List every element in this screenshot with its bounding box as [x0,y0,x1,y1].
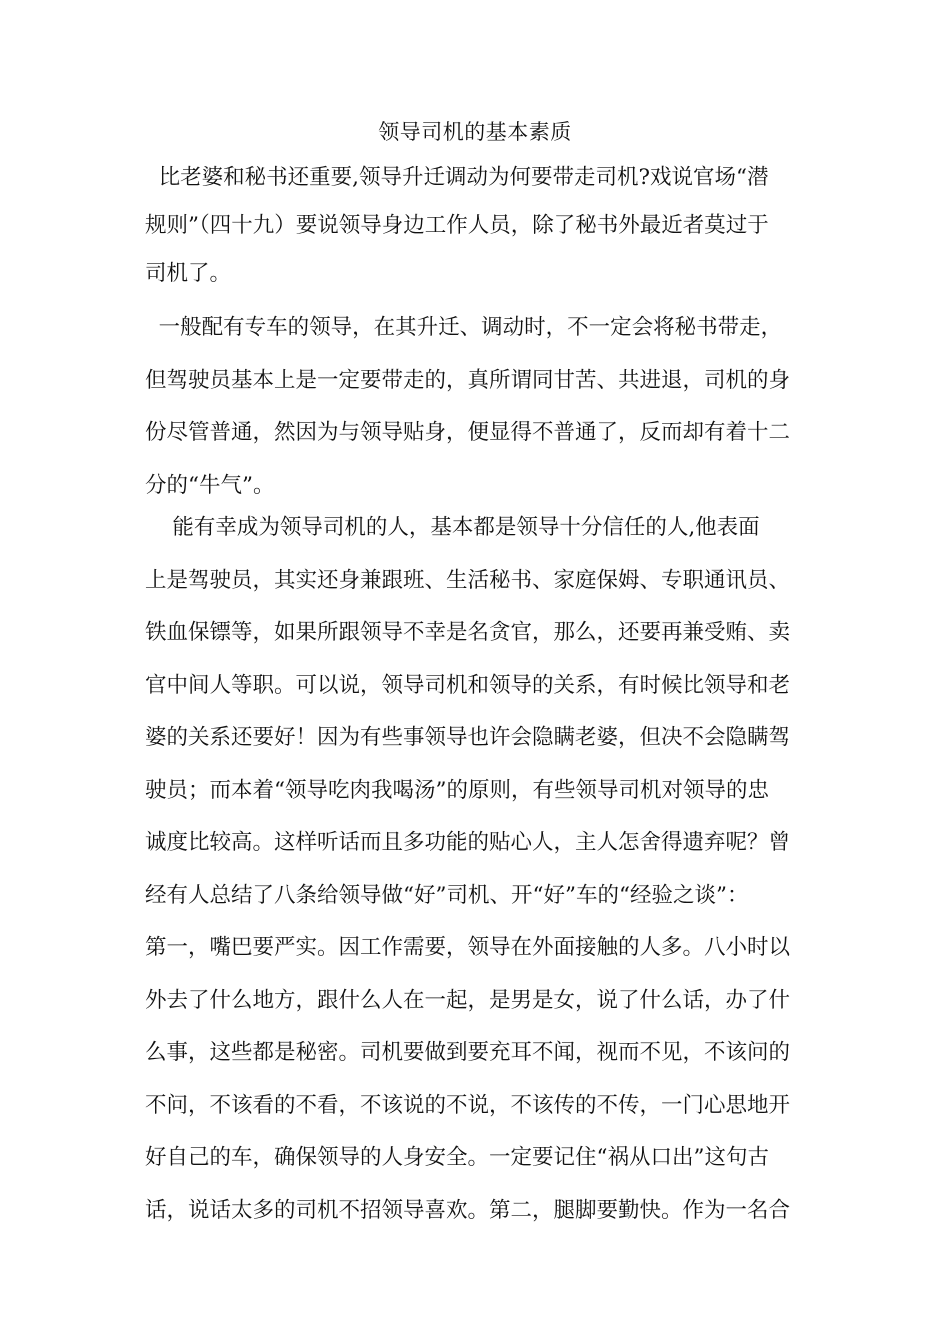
paragraph-line: 话，说话太多的司机不招领导喜欢。第二，腿脚要勤快。作为一名合 [145,1197,791,1223]
paragraph-line: 比老婆和秘书还重要,领导升迁调动为何要带走司机?戏说官场“潜 [145,165,769,190]
paragraph-line: 经有人总结了八条给领导做“好”司机、开“好”车的“经验之谈”： [145,882,749,908]
paragraph-line: 驶员；而本着“领导吃肉我喝汤”的原则，有些领导司机对领导的忠 [145,777,769,803]
paragraph-line: 官中间人等职。可以说，领导司机和领导的关系，有时候比领导和老 [145,672,791,698]
paragraph-line: 一般配有专车的领导，在其升迁、调动时，不一定会将秘书带走， [145,315,783,340]
paragraph-line: 诚度比较高。这样听话而且多功能的贴心人，主人怎舍得遗弃呢？曾 [145,830,791,855]
paragraph-line: 司机了。 [145,261,232,286]
paragraph-line: 婆的关系还要好！因为有些事领导也许会隐瞒老婆，但决不会隐瞒驾 [145,725,791,750]
paragraph-2 [145,302,815,512]
paragraph-line: 外去了什么地方，跟什么人在一起，是男是女，说了什么话，办了什 [145,987,791,1013]
document-title: 领导司机的基本素质 [378,120,572,144]
paragraph-line: 上是驾驶员，其实还身兼跟班、生活秘书、家庭保姆、专职通讯员、 [145,567,791,593]
paragraph-3 [145,502,815,1237]
paragraph-line: 铁血保镖等，如果所跟领导不幸是名贪官，那么，还要再兼受贿、卖 [145,620,791,645]
paragraph-line: 分的“牛气”。 [145,472,275,498]
paragraph-line: 好自己的车，确保领导的人身安全。一定要记住“祸从口出”这句古 [145,1145,769,1170]
paragraph-line: 能有幸成为领导司机的人，基本都是领导十分信任的人,他表面 [145,515,760,540]
paragraph-line: 份尽管普通，然因为与领导贴身，便显得不普通了，反而却有着十二 [145,420,791,445]
paragraph-line: 第一，嘴巴要严实。因工作需要，领导在外面接触的人多。八小时以 [145,935,791,960]
paragraph-line: 但驾驶员基本上是一定要带走的，真所谓同甘苦、共进退，司机的身 [145,367,791,393]
paragraph-1 [145,154,815,298]
paragraph-line: 不问，不该看的不看，不该说的不说，不该传的不传，一门心思地开 [145,1092,791,1118]
paragraph-line: 么事，这些都是秘密。司机要做到要充耳不闻，视而不见，不该问的 [145,1040,791,1065]
paragraph-line: 规则”（四十九）要说领导身边工作人员，除了秘书外最近者莫过于 [145,213,769,238]
